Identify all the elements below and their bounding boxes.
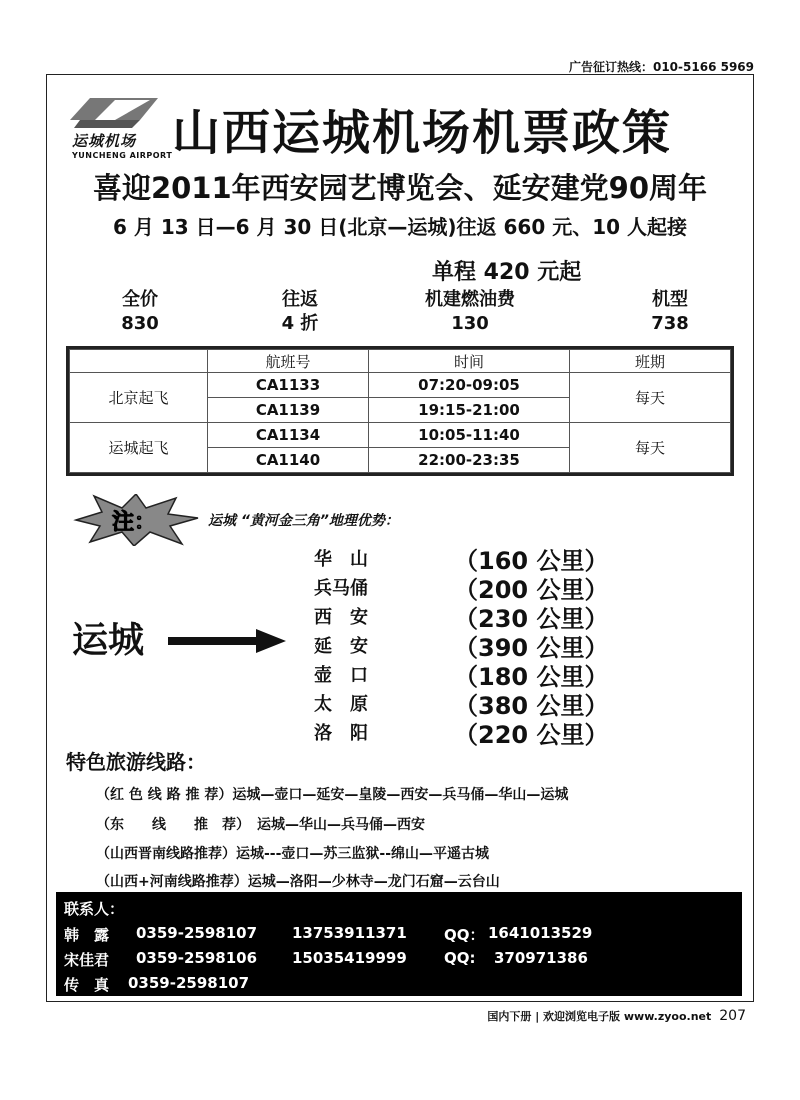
ad-hotline: 广告征订热线：010-5166 5969	[568, 60, 754, 74]
promo-dates-line: 6 月 13 日—6 月 30 日(北京—运城)往返 660 元、10 人起接	[112, 215, 688, 239]
table-row	[70, 423, 731, 448]
contact-box	[56, 892, 742, 996]
destination-name: 洛 阳	[314, 723, 368, 744]
price-value: 830	[121, 313, 159, 334]
flight-code: CA1134	[208, 423, 369, 448]
destination-row	[314, 603, 634, 631]
price-label: 机建燃油费	[425, 289, 515, 310]
flight-time: 07:20-09:05	[369, 373, 570, 398]
table-row	[70, 373, 731, 398]
price-label: 全价	[122, 289, 158, 310]
contact-name: 宋佳君	[64, 951, 110, 969]
destination-row	[314, 719, 634, 747]
price-value: 130	[451, 313, 489, 334]
flight-time: 22:00-23:35	[369, 448, 570, 473]
destination-name: 延 安	[314, 636, 368, 657]
contact-qq-label: QQ:	[444, 949, 476, 967]
arrow-right-icon	[168, 628, 286, 654]
price-value: 4 折	[281, 313, 319, 334]
destination-name: 太 原	[314, 694, 368, 715]
destination-distance: （390 公里）	[454, 634, 609, 662]
flight-time: 10:05-11:40	[369, 423, 570, 448]
contact-qq: 370971386	[494, 949, 588, 967]
note-text: 运城 “黄河金三角”地理优势：	[208, 513, 399, 529]
price-label: 机型	[652, 289, 688, 310]
contact-name: 韩 露	[64, 926, 110, 944]
flight-code: CA1139	[208, 398, 369, 423]
contact-phone: 0359-2598106	[136, 949, 258, 967]
logo-english-name: YUNCHENG AIRPORT	[72, 151, 173, 160]
page-number: 207	[719, 1008, 746, 1024]
destination-distance: （230 公里）	[454, 605, 609, 633]
contact-title: 联系人：	[64, 900, 125, 918]
page-footer	[487, 1008, 746, 1024]
table-header-time: 时间	[369, 350, 570, 373]
table-header-schedule: 班期	[570, 350, 731, 373]
destination-row	[314, 545, 634, 573]
fax-label: 传 真	[64, 976, 110, 994]
destination-distance: （200 公里）	[454, 576, 609, 604]
contact-row	[64, 949, 744, 971]
origin-city: 运城	[72, 619, 145, 661]
contact-mobile: 13753911371	[292, 924, 407, 942]
destination-row	[314, 661, 634, 689]
footer-text: 国内下册 | 欢迎浏览电子版 www.zyoo.net	[487, 1010, 712, 1023]
price-aircraft-type	[640, 288, 700, 336]
origin-cell: 北京起飞	[70, 373, 208, 423]
flight-time: 19:15-21:00	[369, 398, 570, 423]
routes-title: 特色旅游线路：	[66, 750, 206, 774]
table-header-flight: 航班号	[208, 350, 369, 373]
event-subtitle: 喜迎2011年西安园艺博览会、延安建党90周年	[92, 171, 708, 205]
origin-cell: 运城起飞	[70, 423, 208, 473]
destination-row	[314, 690, 634, 718]
destination-row	[314, 574, 634, 602]
contact-phone: 0359-2598107	[136, 924, 258, 942]
destination-name: 西 安	[314, 607, 368, 628]
destination-name: 壶 口	[314, 665, 368, 686]
destination-name: 兵马俑	[314, 578, 368, 599]
contact-qq: 1641013529	[488, 924, 593, 942]
flight-schedule-table	[66, 346, 734, 476]
price-summary	[0, 288, 800, 338]
oneway-price: 单程 420 元起	[432, 260, 582, 285]
destination-name: 华 山	[314, 549, 368, 570]
flight-code: CA1133	[208, 373, 369, 398]
note-badge: 注：	[111, 510, 157, 535]
contact-row	[64, 924, 744, 946]
destination-distance: （160 公里）	[454, 547, 609, 575]
destination-distance: （380 公里）	[454, 692, 609, 720]
route-line: （红 色 线 路 推 荐）运城—壶口—延安—皇陵—西安—兵马俑—华山—运城	[96, 787, 569, 803]
page-title: 山西运城机场机票政策	[172, 105, 673, 161]
table-header-row	[70, 350, 731, 373]
fax-number: 0359-2598107	[128, 974, 250, 992]
schedule-cell: 每天	[570, 373, 731, 423]
destination-distance: （220 公里）	[454, 721, 609, 749]
price-value: 738	[651, 313, 689, 334]
flight-code: CA1140	[208, 448, 369, 473]
price-airport-fuel-fee	[405, 288, 535, 336]
logo-chinese-name: 运城机场	[72, 132, 137, 150]
contact-mobile: 15035419999	[292, 949, 407, 967]
destination-distance: （180 公里）	[454, 663, 609, 691]
contact-qq-label: QQ：	[444, 926, 485, 944]
price-label: 往返	[282, 289, 318, 310]
contact-row	[64, 974, 744, 996]
note-starburst-icon	[72, 494, 200, 546]
route-line: （东 线 推 荐） 运城—华山—兵马俑—西安	[96, 817, 425, 833]
price-full	[110, 288, 170, 336]
schedule-cell: 每天	[570, 423, 731, 473]
route-line: （山西+河南线路推荐）运城—洛阳—少林寺—龙门石窟—云台山	[96, 874, 500, 890]
route-line: （山西晋南线路推荐）运城---壶口—苏三监狱--绵山—平遥古城	[96, 846, 490, 862]
table-header-empty	[70, 350, 208, 373]
destination-row	[314, 632, 634, 660]
price-roundtrip	[270, 288, 330, 336]
